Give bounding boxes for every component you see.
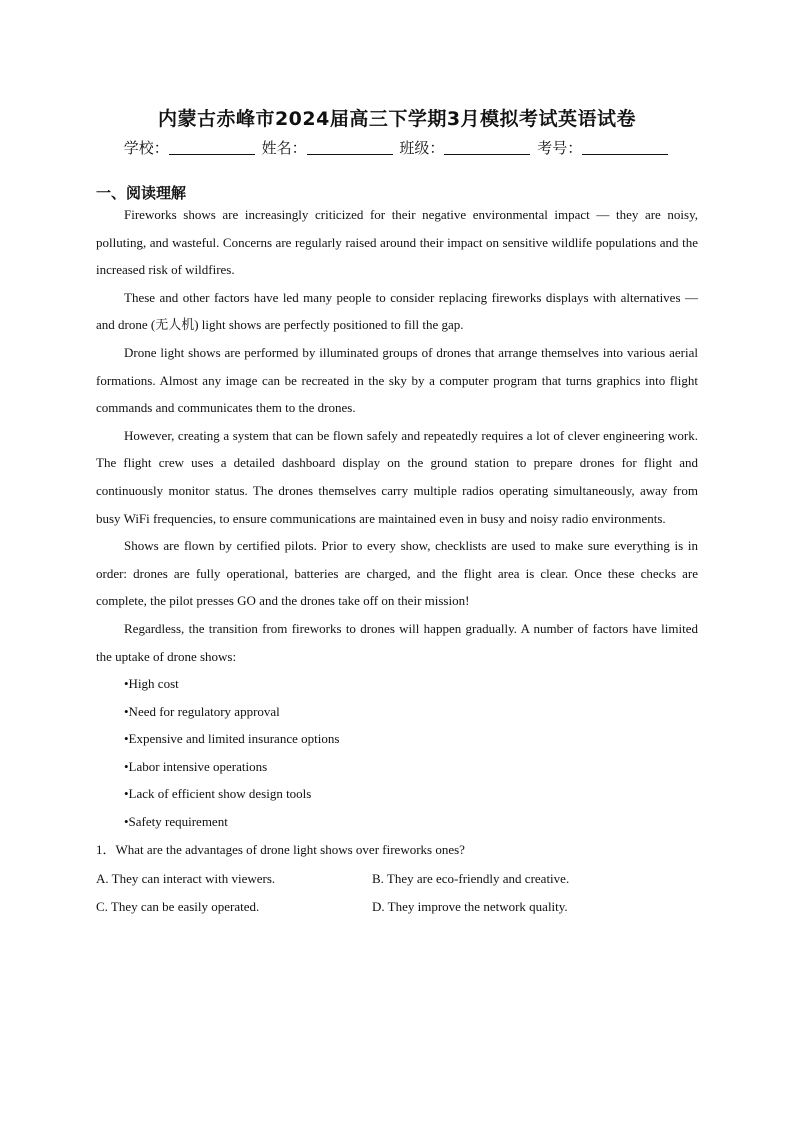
section-heading: 一、阅读理解 [96, 184, 187, 202]
option-a[interactable]: A. They can interact with viewers. [96, 871, 276, 887]
passage-paragraph: Regardless, the transition from fireworks to drones will happen gradually. A number of factors have limited the uptake of drone shows: [96, 620, 698, 664]
passage-paragraph: Fireworks shows are increasingly criticized for their negative environmental impact — they are noisy, polluting, and wasteful. Concerns are regularly raised around their impact on sensitive wildlife populations and the increased risk of wildfires. [96, 207, 698, 278]
student-info-line [0, 137, 794, 158]
answer-options [96, 865, 698, 920]
class-label: 班级： [399, 139, 445, 157]
factor-list [96, 670, 698, 836]
passage-paragraph: However, creating a system that can be flown safely and repeatedly requires a lot of clever engineering work. The flight crew uses a detailed dashboard display on the ground station to prepare drones for flight and continuously monitor status. The drones themselves carry multiple radios operating simultaneously, away from busy WiFi frequencies, to ensure communications are maintained even in busy and noisy radio environments. [96, 427, 698, 526]
list-item: •Lack of efficient show design tools [124, 786, 312, 802]
class-blank[interactable] [444, 140, 530, 155]
school-blank[interactable] [169, 140, 255, 155]
passage-paragraph: Shows are flown by certified pilots. Prior to every show, checklists are used to make sure everything is in order: drones are fully operational, batteries are charged, and the flight area is clear. Once these checks are complete, the pilot presses GO and the drones take off on their mission! [96, 538, 698, 609]
page-title: 内蒙古赤峰市2024届高三下学期3月模拟考试英语试卷 [157, 108, 637, 130]
passage-content [96, 201, 698, 920]
passage-paragraph: These and other factors have led many people to consider replacing fireworks displays with alternatives —and drone (无人机) light shows are perfectly positioned to fill the gap. [96, 289, 698, 333]
list-item: •Expensive and limited insurance options [124, 731, 340, 747]
list-item: •Labor intensive operations [124, 758, 268, 774]
exam-number-label: 考号： [537, 139, 583, 157]
list-item: •Need for regulatory approval [124, 703, 280, 719]
list-item: •Safety requirement [124, 814, 228, 830]
exam-number-blank[interactable] [582, 140, 668, 155]
option-b[interactable]: B. They are eco-friendly and creative. [372, 871, 570, 887]
name-label: 姓名： [261, 139, 307, 157]
list-item: •High cost [124, 676, 179, 692]
option-d[interactable]: D. They improve the network quality. [372, 898, 568, 914]
passage-paragraph: Drone light shows are performed by illuminated groups of drones that arrange themselves into various aerial formations. Almost any image can be recreated in the sky by a computer program that turns graphics into flight commands and communicates them to the drones. [96, 344, 698, 416]
school-label: 学校： [123, 139, 169, 157]
name-blank[interactable] [307, 140, 393, 155]
option-c[interactable]: C. They can be easily operated. [96, 898, 260, 914]
question-stem: 1．What are the advantages of drone light shows over fireworks ones? [96, 841, 465, 857]
